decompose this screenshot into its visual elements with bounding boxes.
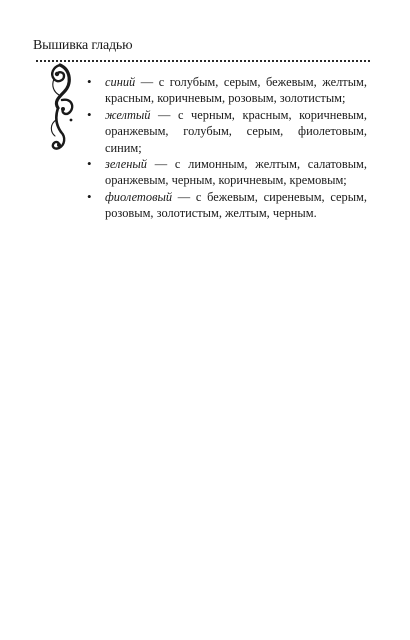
color-term: фиолетовый	[105, 189, 173, 204]
color-combinations: — с черным, красным, коричневым, оранжевым, голубым, серым, фиолетовым, синим;	[105, 107, 367, 155]
color-combinations: — с голубым, серым, бежевым, желтым, красным, коричневым, розовым, золотистым;	[105, 75, 367, 106]
decorative-flourish-icon	[44, 62, 80, 154]
bullet-icon: •	[87, 74, 92, 89]
list-item	[87, 74, 367, 107]
color-term: желтый	[105, 107, 151, 122]
color-term: зеленый	[105, 157, 147, 172]
running-head-title: Вышивка гладью	[33, 38, 133, 53]
bullet-icon: •	[87, 156, 92, 172]
color-combinations: — с бежевым, сиреневым, серым, розовым, золотистым, желтым, черным.	[105, 189, 367, 221]
bullet-icon: •	[87, 188, 92, 204]
color-term: синий	[105, 75, 136, 89]
color-combination-list	[87, 74, 367, 222]
color-combinations: — с лимонным, желтым, салатовым, оранжевым, черным, коричневым, кремовым;	[105, 157, 367, 188]
dotted-divider	[36, 60, 370, 62]
list-item	[87, 156, 367, 189]
list-item	[87, 107, 367, 156]
bullet-icon: •	[87, 106, 92, 122]
list-item	[87, 189, 367, 222]
